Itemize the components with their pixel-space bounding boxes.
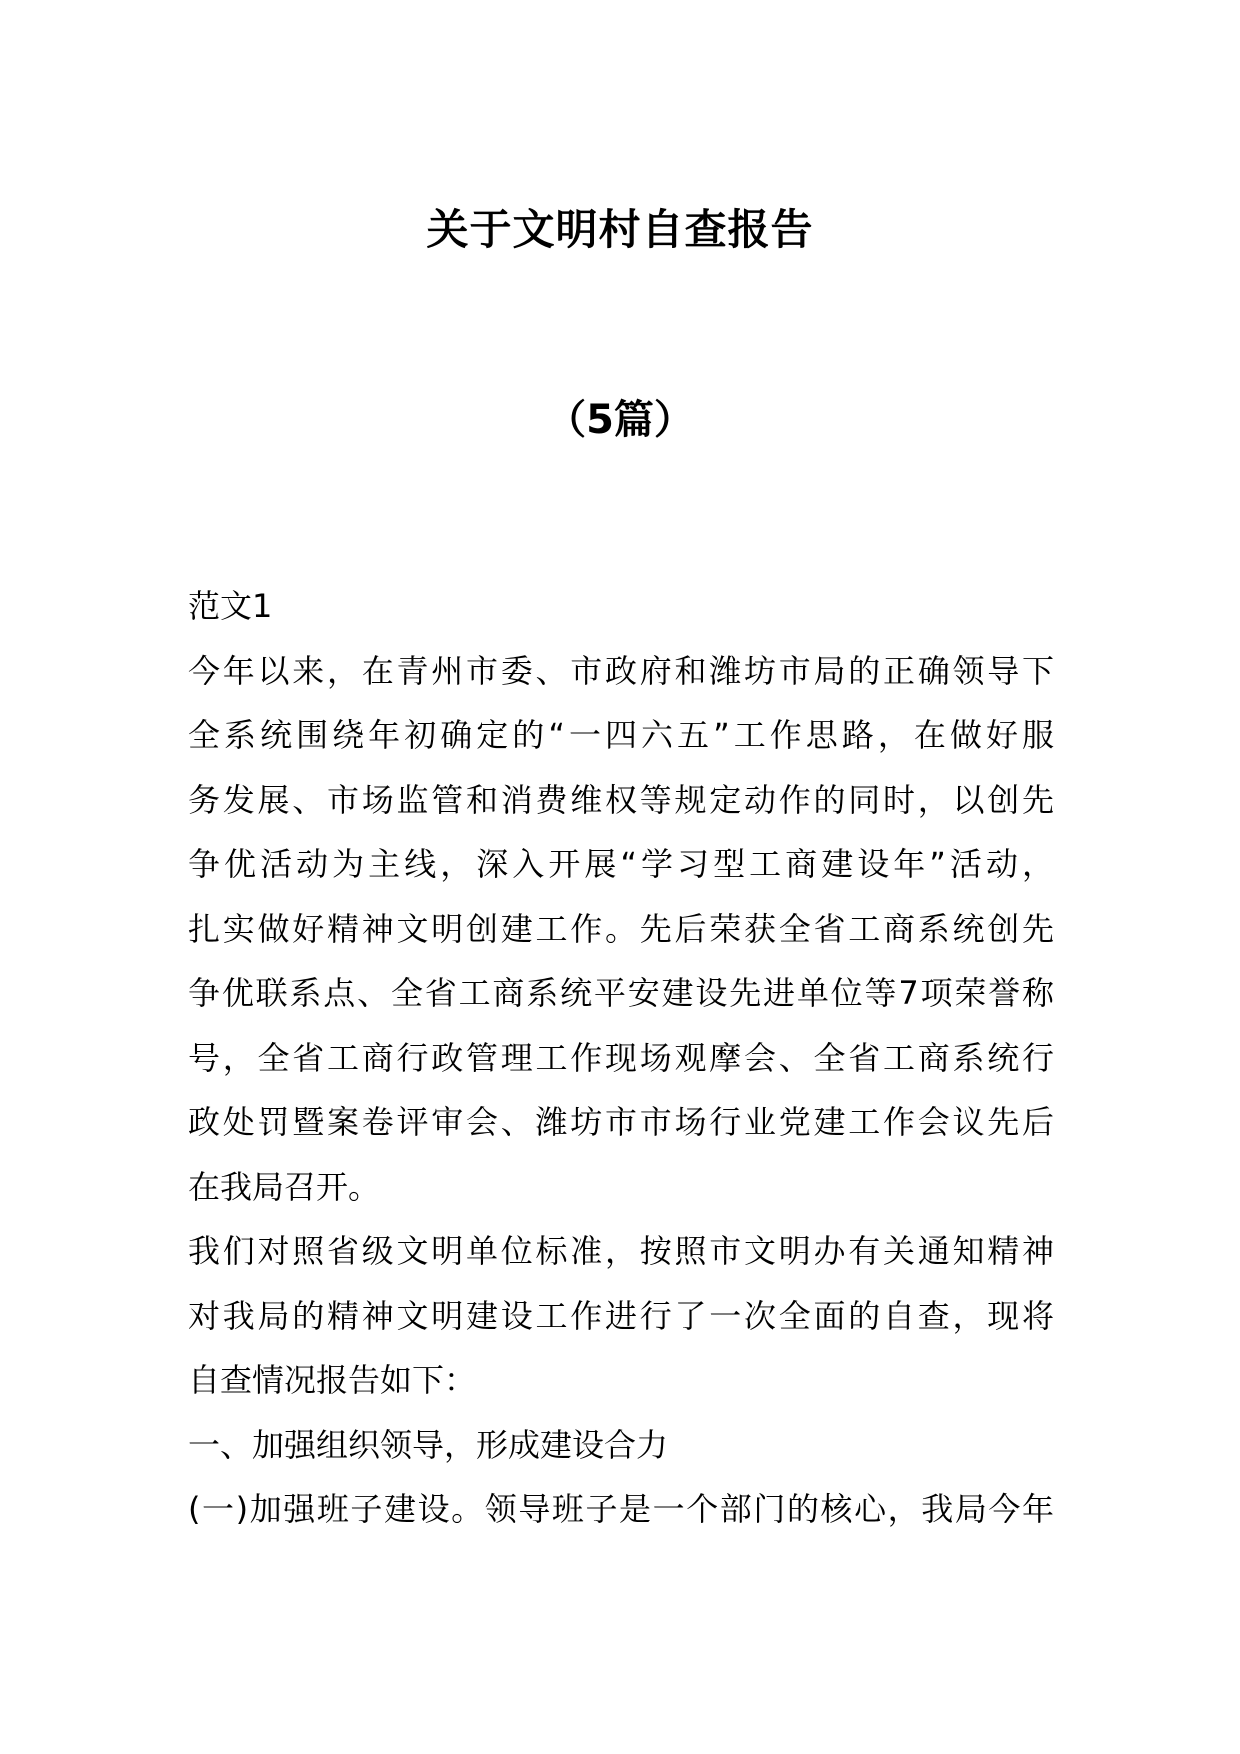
document-body — [188, 574, 1054, 1542]
body-line: 号，全省工商行政管理工作现场观摩会、全省工商系统行 — [188, 1038, 1054, 1077]
body-line: 全系统围绕年初确定的“一四六五”工作思路，在做好服 — [188, 716, 1054, 754]
body-line: 在我局召开。 — [188, 1167, 381, 1206]
body-line: 对我局的精神文明建设工作进行了一次全面的自查，现将 — [188, 1296, 1054, 1335]
body-line: 自查情况报告如下： — [188, 1361, 477, 1399]
body-line: 务发展、市场监管和消费维权等规定动作的同时，以创先 — [188, 780, 1054, 819]
body-line: 争优联系点、全省工商系统平安建设先进单位等7项荣誉称 — [188, 974, 1054, 1012]
body-line: 我们对照省级文明单位标准，按照市文明办有关通知精神 — [188, 1232, 1054, 1270]
section-heading: 一、加强组织领导，形成建设合力 — [188, 1425, 669, 1464]
body-line: 争优活动为主线，深入开展“学习型工商建设年”活动， — [188, 845, 1054, 883]
document-subtitle: （5篇） — [546, 397, 694, 443]
body-line: 扎实做好精神文明创建工作。先后荣获全省工商系统创先 — [188, 909, 1054, 948]
section-label: 范文1 — [188, 587, 273, 625]
document-title: 关于文明村自查报告 — [426, 205, 814, 254]
body-line: 今年以来，在青州市委、市政府和潍坊市局的正确领导下 — [188, 651, 1054, 690]
body-line: 政处罚暨案卷评审会、潍坊市市场行业党建工作会议先后 — [188, 1103, 1054, 1141]
body-line: (一)加强班子建设。领导班子是一个部门的核心，我局今年 — [188, 1490, 1054, 1528]
